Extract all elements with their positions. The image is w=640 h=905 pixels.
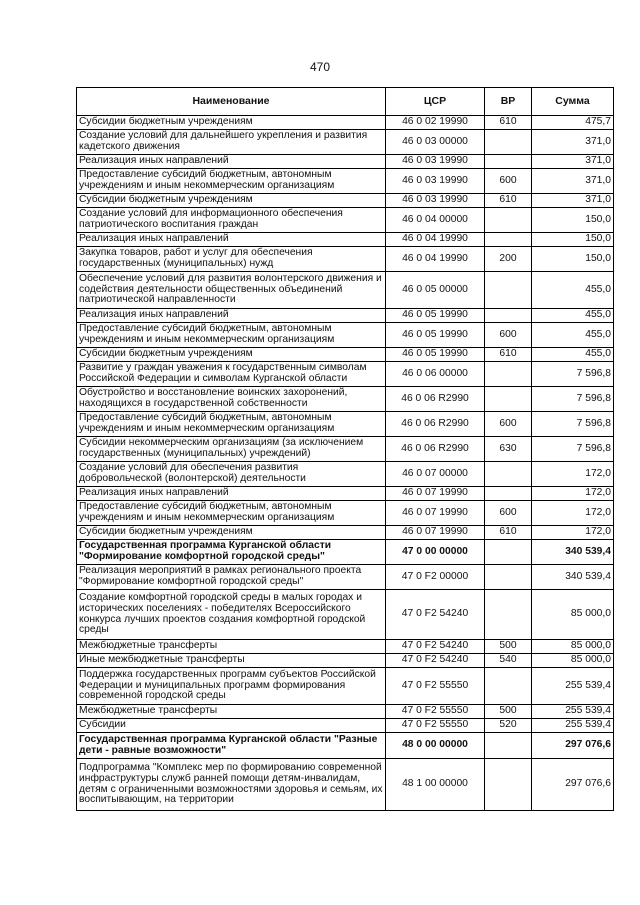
cell-vr	[485, 540, 532, 565]
cell-csr: 46 0 06 R2990	[386, 437, 485, 462]
cell-name: Государственная программа Курганской области "Формирование комфортной городской среды"	[77, 540, 386, 565]
cell-vr	[485, 733, 532, 759]
cell-name: Субсидии	[77, 719, 386, 733]
table-row	[77, 247, 614, 272]
cell-sum: 255 539,4	[532, 668, 614, 705]
cell-csr: 47 0 F2 54240	[386, 654, 485, 668]
cell-sum: 7 596,8	[532, 437, 614, 462]
table-row	[77, 705, 614, 719]
cell-sum: 85 000,0	[532, 654, 614, 668]
cell-vr: 630	[485, 437, 532, 462]
cell-sum: 371,0	[532, 194, 614, 208]
cell-sum: 150,0	[532, 247, 614, 272]
cell-sum: 340 539,4	[532, 540, 614, 565]
table-row	[77, 540, 614, 565]
cell-csr: 47 0 F2 55550	[386, 705, 485, 719]
cell-csr: 46 0 05 19990	[386, 309, 485, 323]
cell-csr: 46 0 04 00000	[386, 208, 485, 233]
cell-name: Поддержка государственных программ субъектов Российской Федерации и муниципальных программ формирования современной городской среды	[77, 668, 386, 705]
cell-name: Создание условий для информационного обеспечения патриотического воспитания граждан	[77, 208, 386, 233]
cell-vr	[485, 208, 532, 233]
table-row	[77, 437, 614, 462]
cell-name: Реализация иных направлений	[77, 233, 386, 247]
cell-sum: 172,0	[532, 501, 614, 526]
cell-sum: 172,0	[532, 487, 614, 501]
table-row	[77, 233, 614, 247]
table-row	[77, 116, 614, 130]
cell-csr: 46 0 05 19990	[386, 348, 485, 362]
cell-csr: 46 0 04 19990	[386, 233, 485, 247]
cell-sum: 340 539,4	[532, 565, 614, 590]
table-row	[77, 501, 614, 526]
cell-vr: 610	[485, 116, 532, 130]
cell-sum: 255 539,4	[532, 719, 614, 733]
cell-name: Развитие у граждан уважения к государственным символам Российской Федерации и символам Курганской области	[77, 362, 386, 387]
cell-csr: 47 0 F2 55550	[386, 719, 485, 733]
cell-sum: 297 076,6	[532, 759, 614, 811]
cell-vr: 600	[485, 169, 532, 194]
header-vr: ВР	[485, 88, 532, 116]
cell-csr: 48 0 00 00000	[386, 733, 485, 759]
cell-name: Подпрограмма "Комплекс мер по формированию современной инфраструктуры служб ранней помощи детям-инвалидам, детям с ограниченными возможностями здоровья и семьям, их воспитывающим, на территории	[77, 759, 386, 811]
cell-vr: 520	[485, 719, 532, 733]
table-row	[77, 719, 614, 733]
cell-sum: 371,0	[532, 130, 614, 155]
table-row	[77, 668, 614, 705]
cell-vr	[485, 759, 532, 811]
cell-name: Субсидии бюджетным учреждениям	[77, 116, 386, 130]
cell-csr: 46 0 07 19990	[386, 526, 485, 540]
cell-sum: 297 076,6	[532, 733, 614, 759]
cell-csr: 48 1 00 00000	[386, 759, 485, 811]
table-row	[77, 640, 614, 654]
cell-name: Создание условий для обеспечения развития добровольческой (волонтерской) деятельности	[77, 462, 386, 487]
cell-csr: 46 0 07 00000	[386, 462, 485, 487]
cell-vr	[485, 668, 532, 705]
cell-vr: 600	[485, 323, 532, 348]
cell-name: Создание комфортной городской среды в малых городах и исторических поселениях - победителях Всероссийского конкурса лучших проектов создания комфортной городской среды	[77, 590, 386, 640]
table-row	[77, 323, 614, 348]
cell-name: Иные межбюджетные трансферты	[77, 654, 386, 668]
cell-vr	[485, 130, 532, 155]
cell-sum: 371,0	[532, 169, 614, 194]
cell-csr: 47 0 F2 54240	[386, 640, 485, 654]
cell-name: Межбюджетные трансферты	[77, 640, 386, 654]
cell-csr: 47 0 F2 55550	[386, 668, 485, 705]
cell-name: Предоставление субсидий бюджетным, автономным учреждениям и иным некоммерческим организациям	[77, 412, 386, 437]
cell-sum: 150,0	[532, 208, 614, 233]
header-name: Наименование	[77, 88, 386, 116]
cell-sum: 172,0	[532, 526, 614, 540]
cell-vr	[485, 387, 532, 412]
cell-csr: 46 0 03 19990	[386, 155, 485, 169]
table-row	[77, 462, 614, 487]
cell-sum: 455,0	[532, 309, 614, 323]
table-header-row	[77, 88, 614, 116]
table-row	[77, 487, 614, 501]
cell-name: Реализация иных направлений	[77, 487, 386, 501]
cell-vr	[485, 233, 532, 247]
cell-vr: 500	[485, 705, 532, 719]
cell-sum: 455,0	[532, 323, 614, 348]
cell-csr: 46 0 05 19990	[386, 323, 485, 348]
cell-name: Предоставление субсидий бюджетным, автономным учреждениям и иным некоммерческим организациям	[77, 169, 386, 194]
cell-vr: 600	[485, 412, 532, 437]
cell-sum: 455,0	[532, 348, 614, 362]
table-row	[77, 565, 614, 590]
cell-name: Закупка товаров, работ и услуг для обеспечения государственных (муниципальных) нужд	[77, 247, 386, 272]
cell-sum: 7 596,8	[532, 387, 614, 412]
cell-csr: 46 0 03 00000	[386, 130, 485, 155]
table-row	[77, 309, 614, 323]
table-row	[77, 194, 614, 208]
cell-name: Субсидии бюджетным учреждениям	[77, 194, 386, 208]
cell-name: Предоставление субсидий бюджетным, автономным учреждениям и иным некоммерческим организациям	[77, 501, 386, 526]
cell-csr: 47 0 F2 54240	[386, 590, 485, 640]
table-row	[77, 362, 614, 387]
table-row	[77, 387, 614, 412]
cell-vr	[485, 155, 532, 169]
cell-sum: 7 596,8	[532, 362, 614, 387]
cell-csr: 46 0 07 19990	[386, 487, 485, 501]
cell-csr: 46 0 06 R2990	[386, 412, 485, 437]
cell-sum: 475,7	[532, 116, 614, 130]
cell-name: Реализация мероприятий в рамках регионального проекта "Формирование комфортной городской среды"	[77, 565, 386, 590]
cell-sum: 172,0	[532, 462, 614, 487]
cell-vr: 600	[485, 501, 532, 526]
cell-name: Субсидии некоммерческим организациям (за исключением государственных (муниципальных) учреждений)	[77, 437, 386, 462]
cell-name: Субсидии бюджетным учреждениям	[77, 348, 386, 362]
cell-csr: 46 0 06 R2990	[386, 387, 485, 412]
cell-name: Государственная программа Курганской области "Разные дети - равные возможности"	[77, 733, 386, 759]
cell-name: Реализация иных направлений	[77, 155, 386, 169]
cell-sum: 371,0	[532, 155, 614, 169]
table-row	[77, 526, 614, 540]
cell-name: Реализация иных направлений	[77, 309, 386, 323]
cell-csr: 46 0 05 00000	[386, 272, 485, 309]
table-row	[77, 130, 614, 155]
table-row	[77, 155, 614, 169]
cell-csr: 47 0 F2 00000	[386, 565, 485, 590]
table-row	[77, 272, 614, 309]
budget-table	[76, 87, 614, 811]
cell-sum: 85 000,0	[532, 640, 614, 654]
cell-name: Создание условий для дальнейшего укрепления и развития кадетского движения	[77, 130, 386, 155]
cell-csr: 46 0 06 00000	[386, 362, 485, 387]
page-number: 470	[309, 60, 331, 74]
header-csr: ЦСР	[386, 88, 485, 116]
table-row	[77, 759, 614, 811]
cell-vr	[485, 309, 532, 323]
cell-vr: 540	[485, 654, 532, 668]
cell-name: Предоставление субсидий бюджетным, автономным учреждениям и иным некоммерческим организациям	[77, 323, 386, 348]
table-row	[77, 169, 614, 194]
cell-sum: 255 539,4	[532, 705, 614, 719]
cell-name: Межбюджетные трансферты	[77, 705, 386, 719]
cell-vr	[485, 565, 532, 590]
table-row	[77, 590, 614, 640]
table-row	[77, 348, 614, 362]
table-row	[77, 733, 614, 759]
cell-vr: 200	[485, 247, 532, 272]
cell-sum: 150,0	[532, 233, 614, 247]
cell-csr: 46 0 02 19990	[386, 116, 485, 130]
header-sum: Сумма	[532, 88, 614, 116]
cell-csr: 47 0 00 00000	[386, 540, 485, 565]
cell-sum: 7 596,8	[532, 412, 614, 437]
cell-sum: 85 000,0	[532, 590, 614, 640]
cell-name: Обеспечение условий для развития волонтерского движения и содействия деятельности общественных объединений патриотической направленности	[77, 272, 386, 309]
cell-csr: 46 0 04 19990	[386, 247, 485, 272]
cell-csr: 46 0 07 19990	[386, 501, 485, 526]
cell-vr	[485, 590, 532, 640]
table-row	[77, 412, 614, 437]
cell-vr: 500	[485, 640, 532, 654]
cell-name: Субсидии бюджетным учреждениям	[77, 526, 386, 540]
cell-vr	[485, 272, 532, 309]
cell-csr: 46 0 03 19990	[386, 194, 485, 208]
cell-vr	[485, 487, 532, 501]
cell-vr: 610	[485, 194, 532, 208]
cell-vr: 610	[485, 348, 532, 362]
cell-sum: 455,0	[532, 272, 614, 309]
table-row	[77, 208, 614, 233]
table-row	[77, 654, 614, 668]
cell-csr: 46 0 03 19990	[386, 169, 485, 194]
cell-name: Обустройство и восстановление воинских захоронений, находящихся в государственной собственности	[77, 387, 386, 412]
cell-vr: 610	[485, 526, 532, 540]
cell-vr	[485, 462, 532, 487]
cell-vr	[485, 362, 532, 387]
